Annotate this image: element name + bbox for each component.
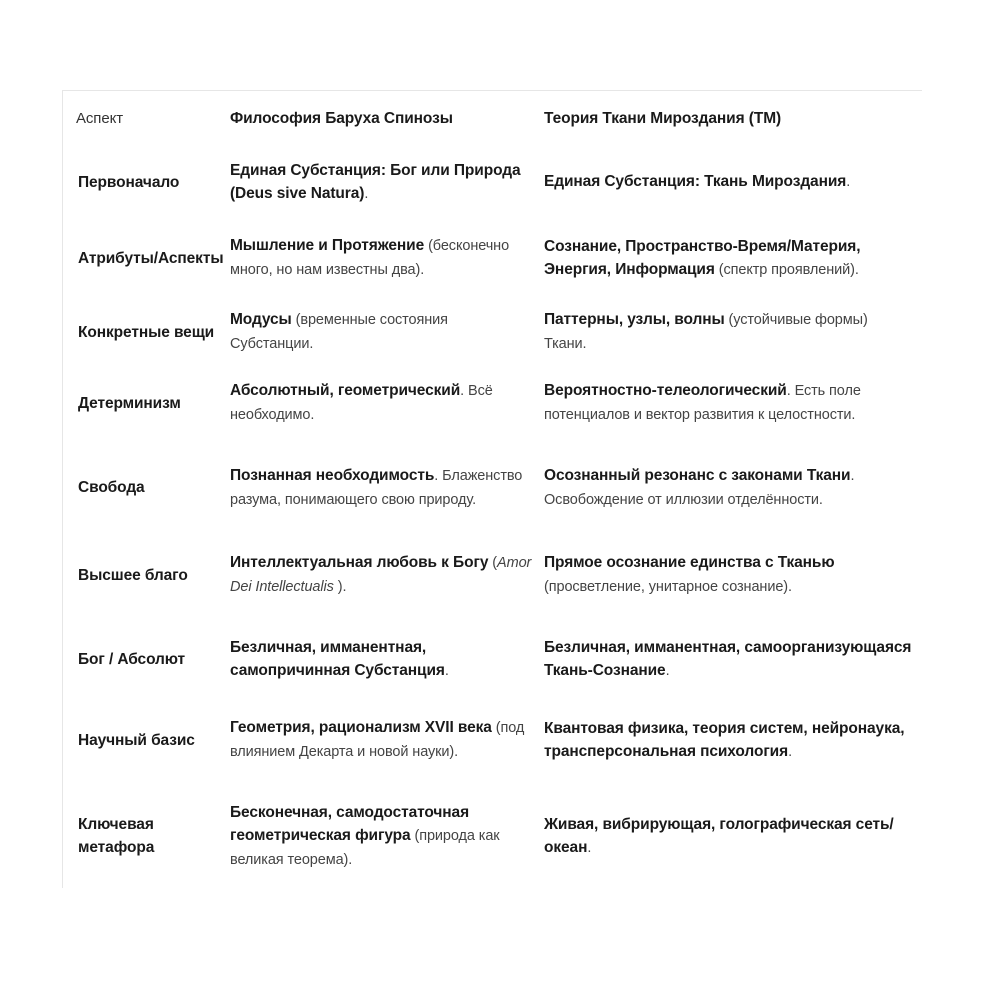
spinoza-cell xyxy=(230,614,544,704)
aspect-cell: Научный базис xyxy=(78,731,195,749)
spinoza-cell xyxy=(230,367,544,439)
emphasis-text: Абсолютный, геометрический xyxy=(230,382,461,399)
header-aspect: Аспект xyxy=(76,109,123,127)
note-text: . Блаженство разума, понимающего свою природу. xyxy=(230,467,523,508)
note-text: (природа как великая теорема). xyxy=(230,827,500,868)
spinoza-cell xyxy=(230,297,544,367)
tm-cell xyxy=(544,536,922,614)
aspect-cell: Свобода xyxy=(78,479,145,496)
emphasis-text: Модусы xyxy=(230,311,292,328)
table-row xyxy=(62,614,922,704)
table-row xyxy=(62,439,922,536)
emphasis-text: Живая, вибрирующая, голографическая сеть/океан xyxy=(544,815,894,856)
aspect-cell: Детерминизм xyxy=(78,394,181,412)
emphasis-text: Единая Субстанция: Бог или Природа (Deus sive Natura) xyxy=(230,161,521,202)
table-row xyxy=(62,776,922,896)
note-text: (временные состояния Субстанции. xyxy=(230,312,448,352)
aspect-cell: Первоначало xyxy=(78,173,180,191)
emphasis-text: Единая Субстанция: Ткань Мироздания xyxy=(544,173,847,190)
emphasis-text: Прямое осознание единства с Тканью xyxy=(544,554,835,571)
table-row xyxy=(62,297,922,367)
note-text: . xyxy=(364,185,369,202)
tm-cell xyxy=(544,776,922,896)
spinoza-cell xyxy=(230,704,544,776)
header-spinoza: Философия Баруха Спинозы xyxy=(230,109,453,127)
note-text: (бесконечно много, но нам известны два). xyxy=(230,238,510,278)
note-text: ( xyxy=(488,555,498,571)
table-row xyxy=(62,219,922,297)
spinoza-cell xyxy=(230,145,544,219)
spinoza-cell xyxy=(230,439,544,536)
emphasis-text: Интеллектуальная любовь к Богу xyxy=(230,554,489,571)
emphasis-text: Безличная, имманентная, самопричинная Субстанция xyxy=(230,638,445,679)
table-row xyxy=(62,704,922,776)
spinoza-cell xyxy=(230,536,544,614)
emphasis-text: Паттерны, узлы, волны xyxy=(544,311,725,328)
tm-cell xyxy=(544,439,922,536)
header-row xyxy=(62,91,922,145)
note-text: . Есть поле потенциалов и вектор развития к целостности. xyxy=(544,383,861,423)
note-text: (просветление, унитарное сознание). xyxy=(544,579,792,595)
table-row xyxy=(62,367,922,439)
note-text: . Всё необходимо. xyxy=(230,383,493,423)
tm-cell xyxy=(544,297,922,367)
table-row xyxy=(62,145,922,219)
tm-cell xyxy=(544,367,922,439)
emphasis-text: Осознанный резонанс с законами Ткани xyxy=(544,466,851,484)
tm-cell xyxy=(544,704,922,776)
tm-cell xyxy=(544,145,922,219)
emphasis-text: Мышление и Протяжение xyxy=(230,237,425,254)
emphasis-text: Геометрия, рационализм XVII века xyxy=(230,719,492,736)
note-text: (устойчивые формы) Ткани. xyxy=(544,312,868,352)
note-text: . Освобождение от иллюзии отделённости. xyxy=(544,467,855,508)
note-text: . xyxy=(444,662,449,679)
note-text: . xyxy=(665,662,670,679)
header-tm: Теория Ткани Мироздания (ТМ) xyxy=(544,109,782,127)
note-text: . xyxy=(587,839,592,856)
tm-cell xyxy=(544,219,922,297)
emphasis-text: Познанная необходимость xyxy=(230,466,435,484)
note-text: ). xyxy=(333,579,347,595)
spinoza-cell xyxy=(230,219,544,297)
note-text: . xyxy=(846,174,851,190)
spinoza-cell xyxy=(230,776,544,896)
emphasis-text: Вероятностно-телеологический xyxy=(544,382,787,399)
emphasis-text: Безличная, имманентная, самоорганизующаяся Ткань-Сознание xyxy=(544,638,912,679)
table-row xyxy=(62,536,922,614)
comparison-table xyxy=(62,91,922,896)
aspect-cell: Атрибуты/Аспекты xyxy=(78,249,224,267)
note-text: Amor Dei Intellectualis xyxy=(230,555,532,595)
tm-cell xyxy=(544,614,922,704)
aspect-cell: Конкретные вещи xyxy=(78,323,215,341)
emphasis-text: Бесконечная, самодостаточная геометрическая фигура xyxy=(230,803,470,844)
aspect-cell: Бог / Абсолют xyxy=(78,650,186,668)
emphasis-text: Сознание, Пространство-Время/Материя, Энергия, Информация xyxy=(544,237,861,278)
aspect-cell: Высшее благо xyxy=(78,566,188,584)
emphasis-text: Квантовая физика, теория систем, нейронаука, трансперсональная психология xyxy=(544,719,905,760)
note-text: (спектр проявлений). xyxy=(714,261,859,278)
note-text: . xyxy=(788,743,792,760)
aspect-cell: Ключевая метафора xyxy=(78,816,155,856)
note-text: (под влиянием Декарта и новой науки). xyxy=(230,720,525,760)
